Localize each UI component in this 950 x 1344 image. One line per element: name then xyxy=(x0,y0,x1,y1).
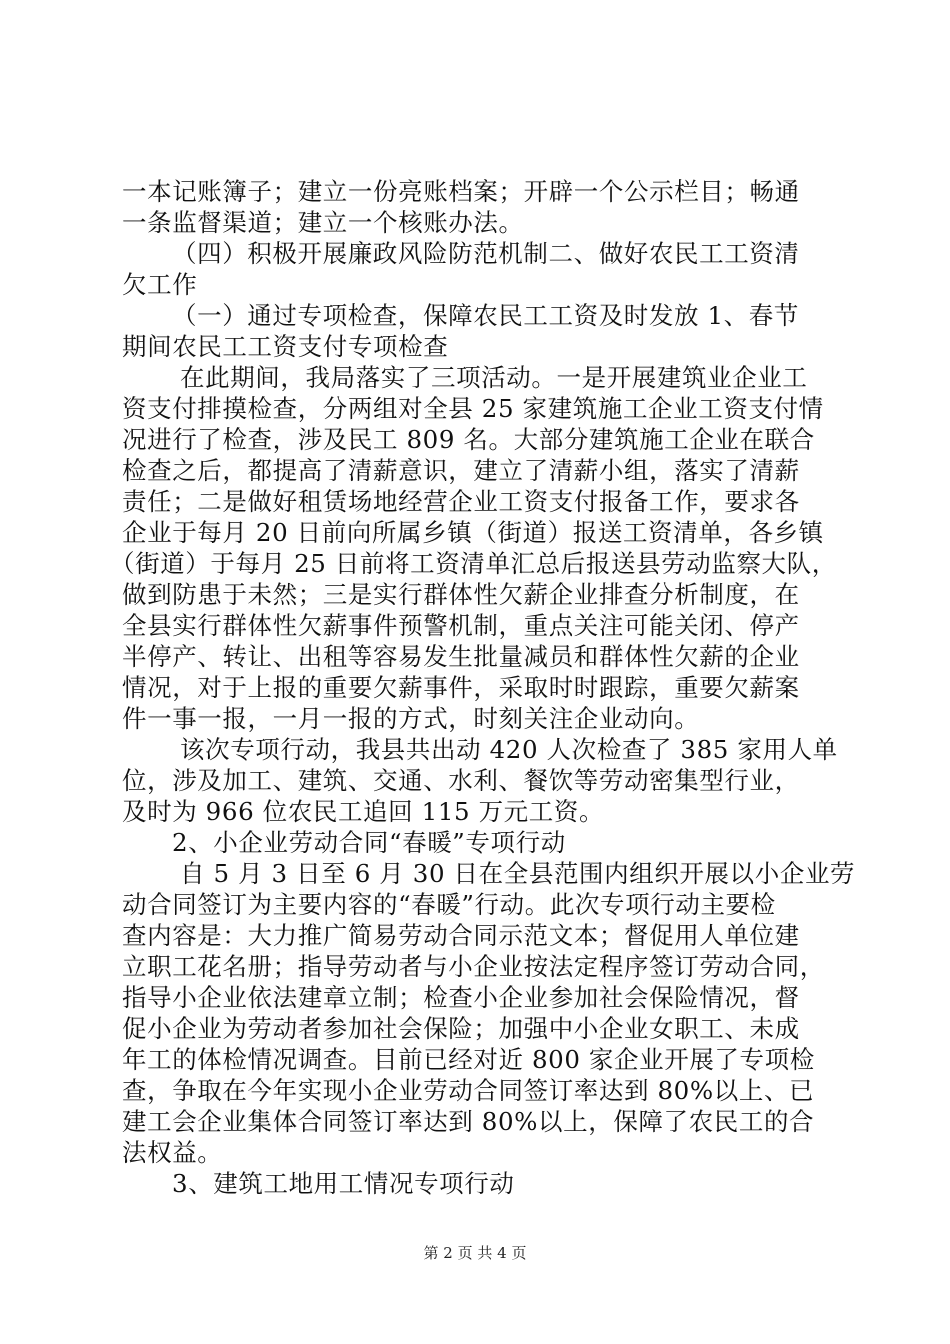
page-number-footer: 第 2 页 共 4 页 xyxy=(423,1244,527,1262)
body-line: 企业于每月 20 日前向所属乡镇（街道）报送工资清单，各乡镇 xyxy=(122,518,824,547)
body-line: 查，争取在今年实现小企业劳动合同签订率达到 80%以上、已 xyxy=(122,1076,815,1105)
body-line: 查内容是：大力推广简易劳动合同示范文本；督促用人单位建 xyxy=(122,921,800,950)
body-line: 建工会企业集体合同签订率达到 80%以上，保障了农民工的合 xyxy=(122,1107,815,1136)
body-line: 位，涉及加工、建筑、交通、水利、餐饮等劳动密集型行业， xyxy=(122,766,800,795)
body-line: 指导小企业依法建章立制；检查小企业参加社会保险情况，督 xyxy=(122,983,800,1012)
body-line: 欠工作 xyxy=(122,270,198,299)
body-line: （四）积极开展廉政风险防范机制二、做好农民工工资清 xyxy=(172,239,800,268)
body-line: 一本记账簿子；建立一份亮账档案；开辟一个公示栏目；畅通 xyxy=(122,177,800,206)
body-line: 一条监督渠道；建立一个核账办法。 xyxy=(122,208,524,237)
body-line: 半停产、转让、出租等容易发生批量减员和群体性欠薪的企业 xyxy=(122,642,800,671)
body-line: 动合同签订为主要内容的“春暖”行动。此次专项行动主要检 xyxy=(122,890,776,919)
body-line: 促小企业为劳动者参加社会保险；加强中小企业女职工、未成 xyxy=(122,1014,800,1043)
body-line: 自 5 月 3 日至 6 月 30 日在全县范围内组织开展以小企业劳 xyxy=(180,859,856,888)
body-line: 3、建筑工地用工情况专项行动 xyxy=(172,1169,515,1198)
body-line: 及时为 966 位农民工追回 115 万元工资。 xyxy=(122,797,605,826)
body-line: 期间农民工工资支付专项检查 xyxy=(122,332,449,361)
body-line: 2、小企业劳动合同“春暖”专项行动 xyxy=(172,828,566,857)
body-line: 做到防患于未然；三是实行群体性欠薪企业排查分析制度，在 xyxy=(122,580,800,609)
body-line: 年工的体检情况调查。目前已经对近 800 家企业开展了专项检 xyxy=(122,1045,815,1074)
body-line: 检查之后，都提高了清薪意识，建立了清薪小组，落实了清薪 xyxy=(122,456,800,485)
body-line: 该次专项行动，我县共出动 420 人次检查了 385 家用人单 xyxy=(180,735,838,764)
body-line: （街道）于每月 25 日前将工资清单汇总后报送县劳动监察大队， xyxy=(110,549,837,578)
body-line: 资支付排摸检查，分两组对全县 25 家建筑施工企业工资支付情 xyxy=(122,394,824,423)
body-line: 况进行了检查，涉及民工 809 名。大部分建筑施工企业在联合 xyxy=(122,425,815,454)
body-line: （一）通过专项检查，保障农民工工资及时发放 1、春节 xyxy=(172,301,799,330)
body-line: 责任；二是做好租赁场地经营企业工资支付报备工作，要求各 xyxy=(122,487,800,516)
body-line: 立职工花名册；指导劳动者与小企业按法定程序签订劳动合同， xyxy=(122,952,825,981)
body-line: 在此期间，我局落实了三项活动。一是开展建筑业企业工 xyxy=(180,363,808,392)
body-line: 件一事一报，一月一报的方式，时刻关注企业动向。 xyxy=(122,704,700,733)
body-line: 法权益。 xyxy=(122,1138,223,1167)
body-line: 全县实行群体性欠薪事件预警机制，重点关注可能关闭、停产 xyxy=(122,611,800,640)
body-line: 情况，对于上报的重要欠薪事件，采取时时跟踪，重要欠薪案 xyxy=(122,673,800,702)
